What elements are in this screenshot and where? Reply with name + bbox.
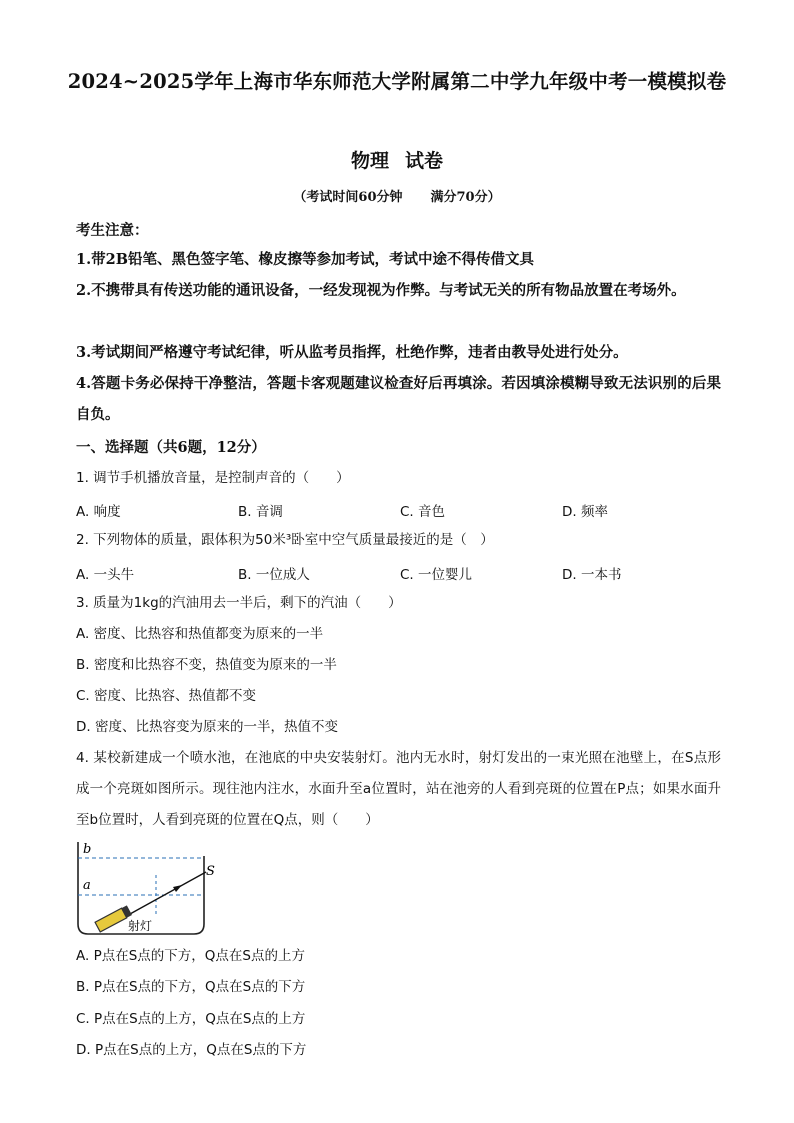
question-3-stem: 3. 质量为1kg的汽油用去一半后，剩下的汽油（ ） <box>76 595 402 611</box>
pool-diagram-svg <box>72 838 232 938</box>
notice-item-2: 2.不携带具有传送功能的通讯设备，一经发现视为作弊。与考试无关的所有物品放置在考场外。 <box>76 282 686 299</box>
question-1-options <box>76 500 721 524</box>
label-b: b <box>83 842 92 857</box>
notice-item-3: 3.考试期间严格遵守考试纪律，听从监考员指挥，杜绝作弊，违者由教导处进行处分。 <box>76 344 628 361</box>
fountain-pool-figure <box>72 838 232 942</box>
exam-subject <box>0 146 794 173</box>
exam-score: 满分70分） <box>430 190 501 205</box>
option-d: D. 频率 <box>562 504 608 520</box>
question-3-option-a: A. 密度、比热容和热值都变为原来的一半 <box>76 626 324 642</box>
label-a: a <box>83 878 91 893</box>
label-s: S <box>206 864 215 879</box>
question-1-stem: 1. 调节手机播放音量，是控制声音的（ ） <box>76 470 350 486</box>
question-4-option-b: B. P点在S点的下方，Q点在S点的下方 <box>76 979 306 995</box>
option-a: A. 一头牛 <box>76 567 135 583</box>
question-4-stem: 4. 某校新建成一个喷水池，在池底的中央安装射灯。池内无水时，射灯发出的一束光照在池壁上，在S点形成一个亮斑如图所示。现往池内注水，水面升至a位置时，站在池旁的人看到亮斑的位置在P点；如果水面升至b位置时，人看到亮斑的位置在Q点，则（ ） <box>76 750 721 828</box>
option-a: A. 响度 <box>76 504 121 520</box>
question-4-option-a: A. P点在S点的下方，Q点在S点的上方 <box>76 948 305 964</box>
light-ray <box>130 872 206 914</box>
ray-arrow <box>173 885 182 892</box>
exam-title: 2024~2025学年上海市华东师范大学附属第二中学九年级中考一模模拟卷 <box>67 70 727 93</box>
option-c: C. 一位婴儿 <box>400 567 473 583</box>
label-lamp: 射灯 <box>128 919 153 933</box>
notice-item-4: 4.答题卡务必保持干净整洁，答题卡客观题建议检查好后再填涂。若因填涂模糊导致无法识别的后果自负。 <box>76 375 721 423</box>
question-4-option-c: C. P点在S点的上方，Q点在S点的上方 <box>76 1011 306 1027</box>
exam-info <box>0 186 794 205</box>
notice-item-1: 1.带2B铅笔、黑色签字笔、橡皮擦等参加考试，考试中途不得传借文具 <box>76 251 534 268</box>
option-d: D. 一本书 <box>562 567 622 583</box>
question-2-stem: 2. 下列物体的质量，跟体积为50米³卧室中空气质量最接近的是（ ） <box>76 532 494 548</box>
option-c: C. 音色 <box>400 504 446 520</box>
option-b: B. 一位成人 <box>238 567 310 583</box>
option-b: B. 音调 <box>238 504 283 520</box>
question-4-option-d: D. P点在S点的上方，Q点在S点的下方 <box>76 1042 307 1058</box>
subject-name: 物理 <box>350 150 389 172</box>
question-3-option-c: C. 密度、比热容、热值都不变 <box>76 688 257 704</box>
question-3-option-d: D. 密度、比热容变为原来的一半，热值不变 <box>76 719 338 735</box>
section-heading: 一、选择题（共6题，12分） <box>76 439 266 456</box>
notice-heading: 考生注意： <box>76 222 149 239</box>
exam-time: （考试时间60分钟 <box>293 190 403 205</box>
question-2-options <box>76 563 721 587</box>
lamp-icon <box>95 905 132 932</box>
paper-label: 试卷 <box>405 150 444 172</box>
question-3-option-b: B. 密度和比热容不变，热值变为原来的一半 <box>76 657 337 673</box>
